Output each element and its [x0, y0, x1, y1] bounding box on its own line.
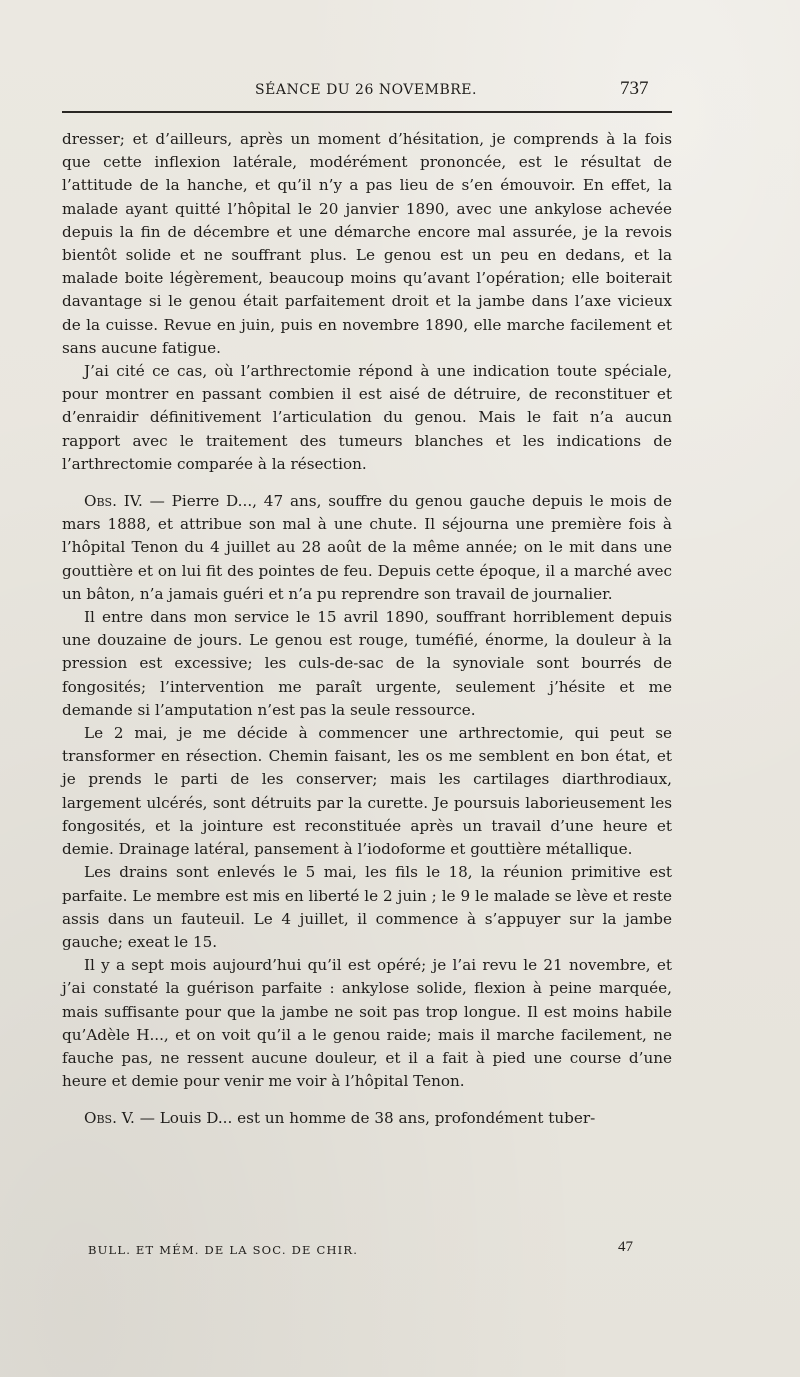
running-title: SÉANCE DU 26 NOVEMBRE.: [255, 82, 477, 98]
paragraph-operation: Le 2 mai, je me décide à commencer une arthrectomie, qui peut se transformer en résection. Chemin faisant, les os me semblent en bon état, et je prends le parti de les conserver; mais les cartilages diarthrodiaux, largement ulcérés, sont détruits par la curette. Je poursuis laborieusement les fongosités, et la jointure est reconstituée après un travail d’une heure et demie. Drainage latéral, pansement à l’iodoforme et gouttière métallique.: [62, 724, 672, 859]
footer-sheet-number: 47: [618, 1239, 633, 1255]
running-head: [62, 80, 670, 102]
observation-5-label: Obs. V.: [84, 1109, 135, 1128]
paragraph-admission: Il entre dans mon service le 15 avril 1890, souffrant horriblement depuis une douzaine de jours. Le genou est rouge, tuméfié, énorme, la douleur à la pression est excessive; les culs-de-sac de la synoviale sont bourrés de fongosités; l’intervention me paraît urgente, seulement j’hésite et me demande si l’amputation n’est pas la seule ressource.: [62, 608, 672, 719]
paragraph-observation-4: [62, 490, 672, 606]
paragraph-observation-5: [62, 1107, 672, 1130]
header-rule: [62, 111, 672, 113]
body-text: [62, 128, 672, 1131]
observation-4-label: Obs. IV.: [84, 492, 143, 511]
paragraph-follow-up: Il y a sept mois aujourd’hui qu’il est opéré; je l’ai revu le 21 novembre, et j’ai constaté la guérison parfaite : ankylose solide, flexion à peine marquée, mais suffisante pour que la jambe ne soit pas trop longue. Il est moins habile qu’Adèle H..., et on voit qu’il a le genou raide; mais il marche facilement, ne fauche pas, ne ressent aucune douleur, et il a fait à pied une course d’une heure et demie pour venir me voir à l’hôpital Tenon.: [62, 956, 672, 1091]
paragraph-commentary: J’ai cité ce cas, où l’arthrectomie répond à une indication toute spéciale, pour montrer en passant combien il est aisé de détruire, de reconstituer et d’enraidir définitivement l’articulation du genou. Mais le fait n’a aucun rapport avec le traitement des tumeurs blanches et les indications de l’arthrectomie comparée à la résection.: [62, 362, 672, 473]
paragraph-continuation: dresser; et d’ailleurs, après un moment d’hésitation, je comprends à la fois que cette inflexion latérale, modérément prononcée, est le résultat de l’attitude de la hanche, et qu’il n’y a pas lieu de s’en émouvoir. En effet, la malade ayant quitté l’hôpital le 20 janvier 1890, avec une ankylose achevée depuis la fin de décembre et une démarche encore mal assurée, je la revois bientôt solide et ne souffrant plus. Le genou est un peu en dedans, et la malade boite légèrement, beaucoup moins qu’avant l’opération; elle boiterait davantage si le genou était parfaitement droit et la jambe dans l’axe vicieux de la cuisse. Revue en juin, puis en novembre 1890, elle marche facilement et sans aucune fatigue.: [62, 130, 672, 357]
page-number: 737: [620, 78, 649, 99]
footer-signature: BULL. ET MÉM. DE LA SOC. DE CHIR.: [88, 1243, 359, 1257]
observation-4-text: — Pierre D..., 47 ans, souffre du genou gauche depuis le mois de mars 1888, et attribue son mal à une chute. Il séjourna une première fois à l’hôpital Tenon du 4 juillet au 28 août de la même année; on le mit dans une gouttière et on lui fit des pointes de feu. Depuis cette époque, il a marché avec un bâton, n’a jamais guéri et n’a pu reprendre son travail de journalier.: [62, 492, 673, 603]
paragraph-recovery: Les drains sont enlevés le 5 mai, les fils le 18, la réunion primitive est parfaite. Le membre est mis en liberté le 2 juin ; le 9 le malade se lève et reste assis dans un fauteuil. Le 4 juillet, il commence à s’appuyer sur la jambe gauche; exeat le 15.: [62, 863, 672, 951]
observation-5-text: — Louis D... est un homme de 38 ans, profondément tuber-: [134, 1109, 596, 1128]
